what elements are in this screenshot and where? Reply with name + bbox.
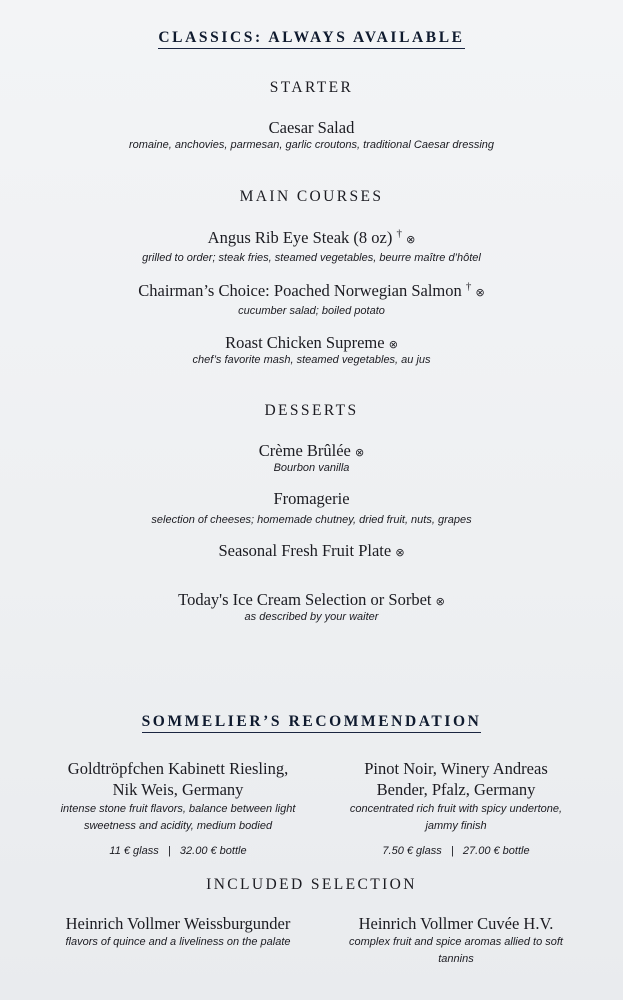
ice-cream-item <box>0 590 623 610</box>
no-allergen-icon: ⊗ <box>406 233 416 246</box>
no-allergen-icon: ⊗ <box>435 595 445 608</box>
chicken-supreme-description: chef’s favorite mash, steamed vegetables, au jus <box>192 354 431 366</box>
dagger-symbol: † <box>396 227 402 240</box>
no-allergen-icon: ⊗ <box>388 338 398 351</box>
wine-price: 11 € glass | 32.00 € bottle <box>109 845 247 857</box>
ice-cream-description: as described by your waiter <box>244 611 379 623</box>
fromagerie-description: selection of cheeses; homemade chutney, dried fruit, nuts, grapes <box>151 514 472 526</box>
wine-price: 7.50 € glass | 27.00 € bottle <box>382 845 530 857</box>
creme-brulee-item <box>0 441 623 461</box>
wine-name-line2: Bender, Pfalz, Germany <box>376 780 536 799</box>
caesar-salad-description: romaine, anchovies, parmesan, garlic croutons, traditional Caesar dressing <box>128 139 494 151</box>
classics-title: CLASSICS: ALWAYS AVAILABLE <box>0 29 623 49</box>
caesar-salad-name: Caesar Salad <box>268 118 355 137</box>
rib-eye-steak-description: grilled to order; steak fries, steamed vegetables, beurre maître d’hôtel <box>142 252 481 264</box>
included-weissburgunder <box>28 913 328 951</box>
included-wine-description-line2: tannins <box>438 953 474 965</box>
wine-description-line2: jammy finish <box>425 820 487 832</box>
salmon-name: Chairman’s Choice: Poached Norwegian Salmon <box>138 281 462 300</box>
salmon-description: cucumber salad; boiled potato <box>238 305 385 317</box>
chicken-supreme-item <box>0 333 623 353</box>
chicken-supreme-name: Roast Chicken Supreme <box>225 333 385 352</box>
wine-riesling <box>28 758 328 857</box>
wine-name-line1: Pinot Noir, Winery Andreas <box>364 759 548 778</box>
included-wine-name: Heinrich Vollmer Weissburgunder <box>65 914 291 933</box>
ice-cream-name: Today's Ice Cream Selection or Sorbet <box>178 590 432 609</box>
fromagerie-name: Fromagerie <box>273 489 350 508</box>
included-wine-description-line1: complex fruit and spice aromas allied to soft <box>349 936 563 948</box>
fruit-plate-item <box>0 541 623 561</box>
wine-pinot-noir <box>316 758 596 857</box>
desserts-heading: DESSERTS <box>264 402 359 419</box>
creme-brulee-description: Bourbon vanilla <box>273 462 350 474</box>
starter-heading: STARTER <box>269 79 354 96</box>
wine-description-line1: concentrated rich fruit with spicy undertone, <box>349 803 563 815</box>
wine-name-line2: Nik Weis, Germany <box>112 780 244 799</box>
wine-name-line1: Goldtröpfchen Kabinett Riesling, <box>67 759 289 778</box>
rib-eye-steak-name: Angus Rib Eye Steak (8 oz) <box>207 228 393 247</box>
rib-eye-steak-item <box>0 228 623 248</box>
sommelier-title: SOMMELIER’S RECOMMENDATION <box>0 713 623 733</box>
salmon-item <box>0 281 623 301</box>
wine-description-line2: sweetness and acidity, medium bodied <box>83 820 273 832</box>
included-selection-heading: INCLUDED SELECTION <box>206 876 417 893</box>
included-wine-name: Heinrich Vollmer Cuvée H.V. <box>358 914 554 933</box>
included-wine-description: flavors of quince and a liveliness on the palate <box>65 936 291 948</box>
dagger-symbol: † <box>465 280 472 293</box>
no-allergen-icon: ⊗ <box>475 286 485 299</box>
included-cuvee <box>316 913 596 968</box>
creme-brulee-name: Crème Brûlée <box>258 441 351 460</box>
no-allergen-icon: ⊗ <box>395 546 405 559</box>
fruit-plate-name: Seasonal Fresh Fruit Plate <box>218 541 392 560</box>
no-allergen-icon: ⊗ <box>355 446 365 459</box>
wine-description-line1: intense stone fruit flavors, balance between light <box>60 803 296 815</box>
main-courses-heading: MAIN COURSES <box>239 188 384 205</box>
